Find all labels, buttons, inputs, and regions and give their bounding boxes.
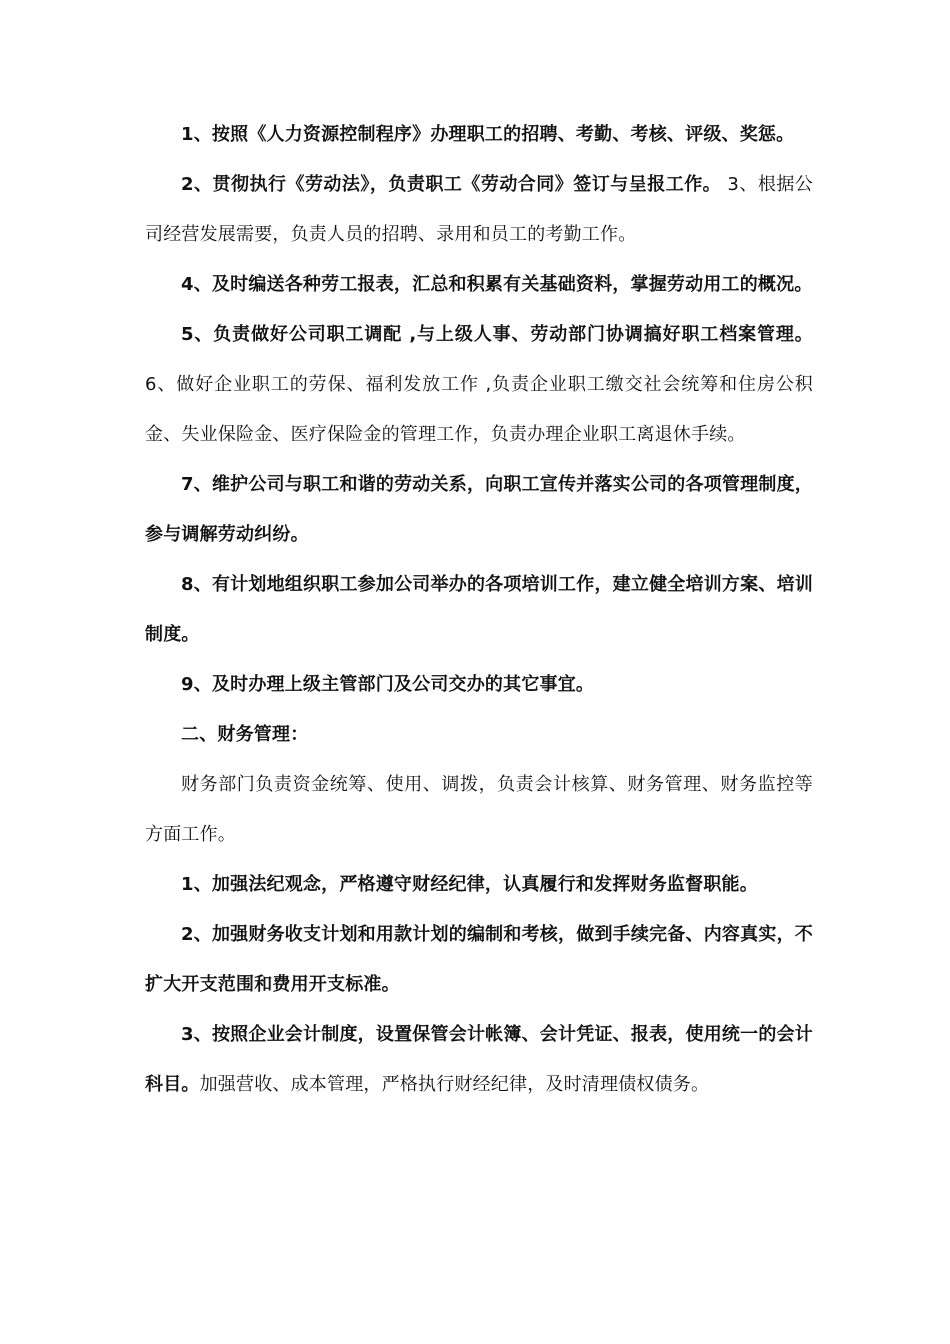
section-heading-finance: [145, 710, 813, 760]
paragraph-finance-3: [145, 1010, 813, 1110]
paragraph-normal-text: 3、根据公司经营发展需要，负责人员的招聘、录用和员工的考勤工作。: [145, 174, 814, 245]
paragraph-bold-text: 9、及时办理上级主管部门及公司交办的其它事宜。: [181, 674, 595, 695]
paragraph-normal-text: 6、做好企业职工的劳保、福利发放工作 ,负责企业职工缴交社会统筹和住房公积金、失业保险金、医疗保险金的管理工作，负责办理企业职工离退休手续。: [145, 374, 813, 445]
paragraph-hr-8: [145, 560, 813, 660]
section-heading-text: 二、财务管理：: [181, 724, 309, 745]
paragraph-bold-text: 2、加强财务收支计划和用款计划的编制和考核，做到手续完备、内容真实，不扩大开支范围和费用开支标准。: [145, 924, 813, 995]
paragraph-bold-text: 1、按照《人力资源控制程序》办理职工的招聘、考勤、考核、评级、奖惩。: [181, 124, 795, 145]
paragraph-bold-text: 3、按照企业会计制度，设置保管会计帐簿、会计凭证、报表，使用统一的会计科目。: [145, 1024, 813, 1095]
paragraph-finance-intro: [145, 760, 813, 860]
paragraph-bold-text: 8、有计划地组织职工参加公司举办的各项培训工作，建立健全培训方案、培训制度。: [145, 574, 813, 645]
paragraph-normal-text: 财务部门负责资金统筹、使用、调拨，负责会计核算、财务管理、财务监控等方面工作。: [145, 774, 813, 845]
paragraph-bold-text: 4、及时编送各种劳工报表，汇总和积累有关基础资料，掌握劳动用工的概况。: [181, 274, 813, 295]
paragraph-bold-text: 5、负责做好公司职工调配 ,与上级人事、劳动部门协调搞好职工档案管理。: [181, 324, 813, 345]
paragraph-normal-text: 加强营收、成本管理，严格执行财经纪律，及时清理债权债务。: [199, 1074, 710, 1095]
paragraph-hr-1: [145, 110, 813, 160]
paragraph-hr-2-3: [145, 160, 813, 260]
paragraph-bold-text: 1、加强法纪观念，严格遵守财经纪律，认真履行和发挥财务监督职能。: [181, 874, 758, 895]
paragraph-bold-text: 2、贯彻执行《劳动法》，负责职工《劳动合同》签订与呈报工作。: [181, 174, 722, 195]
paragraph-finance-2: [145, 910, 813, 1010]
paragraph-finance-1: [145, 860, 813, 910]
paragraph-hr-7: [145, 460, 813, 560]
paragraph-hr-5-6: [145, 310, 813, 460]
paragraph-bold-text: 7、维护公司与职工和谐的劳动关系，向职工宣传并落实公司的各项管理制度，参与调解劳动纠纷。: [145, 474, 813, 545]
document-body: [145, 110, 813, 1110]
paragraph-hr-9: [145, 660, 813, 710]
paragraph-hr-4: [145, 260, 813, 310]
